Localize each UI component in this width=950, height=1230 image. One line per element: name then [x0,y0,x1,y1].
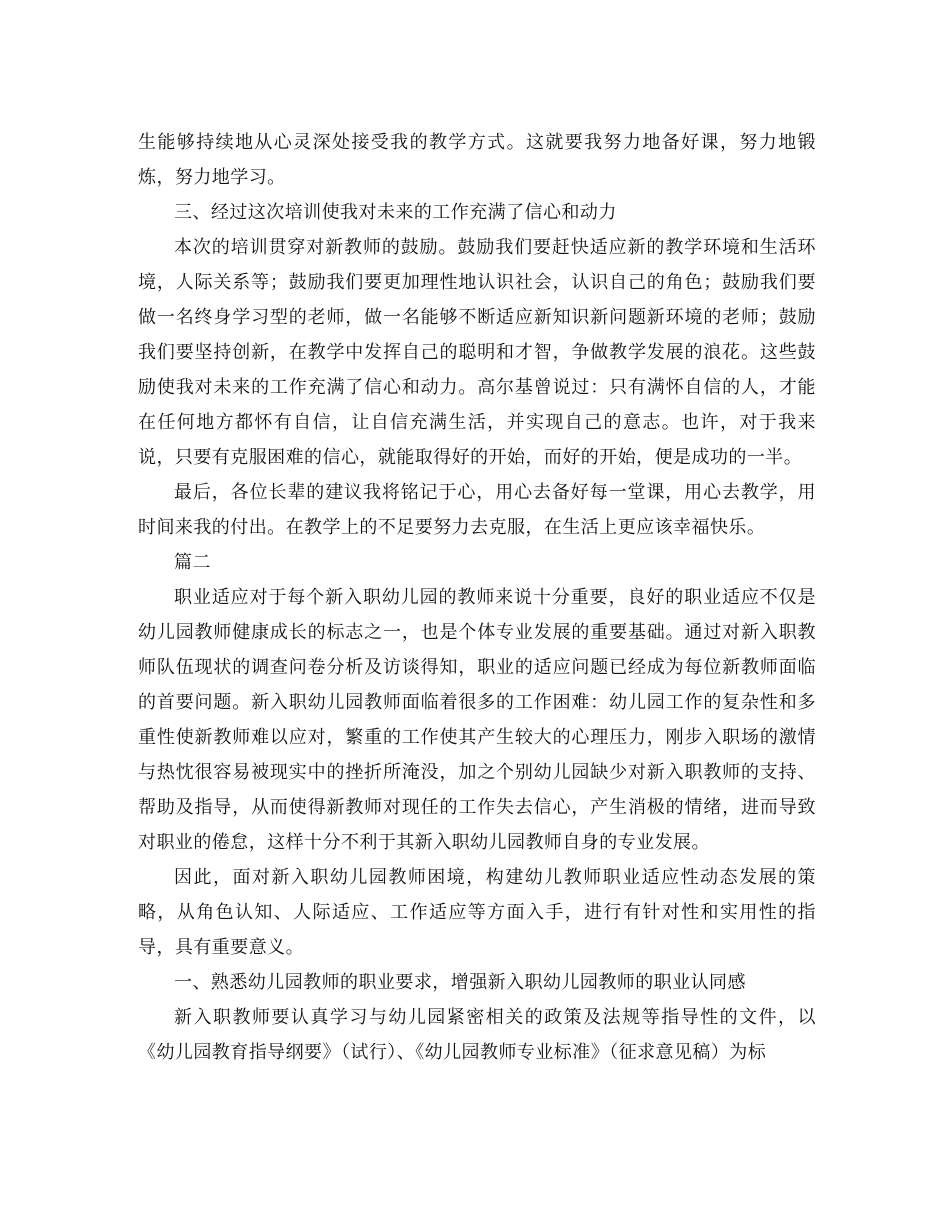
paragraph-career-adaptation: 职业适应对于每个新入职幼儿园的教师来说十分重要，良好的职业适应不仅是幼儿园教师健康成长的标志之一，也是个体专业发展的重要基础。通过对新入职教师队伍现状的调查问卷分析及访谈得知，职业的适应问题已经成为每位新教师面临的首要问题。新入职幼儿园教师面临着很多的工作困难：幼儿园工作的复杂性和多重性使新教师难以应对，繁重的工作使其产生较大的心理压力，刚步入职场的激情与热忱很容易被现实中的挫折所淹没，加之个别幼儿园缺少对新入职教师的支持、帮助及指导，从而使得新教师对现任的工作失去信心，产生消极的情绪，进而导致对职业的倦怠，这样十分不利于其新入职幼儿园教师自身的专业发展。 [138,587,816,853]
paragraph-therefore: 因此，面对新入职幼儿园教师困境，构建幼儿教师职业适应性动态发展的策略，从角色认知、人际适应、工作适应等方面入手，进行有针对性和实用性的指导，具有重要意义。 [138,867,816,958]
paragraph-policy-study: 新入职教师要认真学习与幼儿园紧密相关的政策及法规等指导性的文件，以《幼儿园教育指导纲要》（试行）、《幼儿园教师专业标准》（征求意见稿）为标 [138,1007,816,1063]
chapter-heading-part-two: 篇二 [174,552,211,573]
paragraph-continuation: 生能够持续地从心灵深处接受我的教学方式。这就要我努力地备好课，努力地锻炼，努力地学习。 [138,132,816,188]
section-heading-one: 一、熟悉幼儿园教师的职业要求，增强新入职幼儿园教师的职业认同感 [174,972,746,993]
paragraph-encouragement: 本次的培训贯穿对新教师的鼓励。鼓励我们要赶快适应新的教学环境和生活环境，人际关系等；鼓励我们要更加理性地认识社会，认识自己的角色；鼓励我们要做一名终身学习型的老师，做一名能够不断适应新知识新问题新环境的老师；鼓励我们要坚持创新，在教学中发挥自己的聪明和才智，争做教学发展的浪花。这些鼓励使我对未来的工作充满了信心和动力。高尔基曾说过：只有满怀自信的人，才能在任何地方都怀有自信，让自信充满生活，并实现自己的意志。也许，对于我来说，只要有克服困难的信心，就能取得好的开始，而好的开始，便是成功的一半。 [138,237,816,468]
paragraph-conclusion: 最后，各位长辈的建议我将铭记于心，用心去备好每一堂课，用心去教学，用时间来我的付出。在教学上的不足要努力去克服，在生活上更应该幸福快乐。 [138,482,816,538]
document-page [138,125,816,1070]
section-heading-three: 三、经过这次培训使我对未来的工作充满了信心和动力 [174,202,617,223]
